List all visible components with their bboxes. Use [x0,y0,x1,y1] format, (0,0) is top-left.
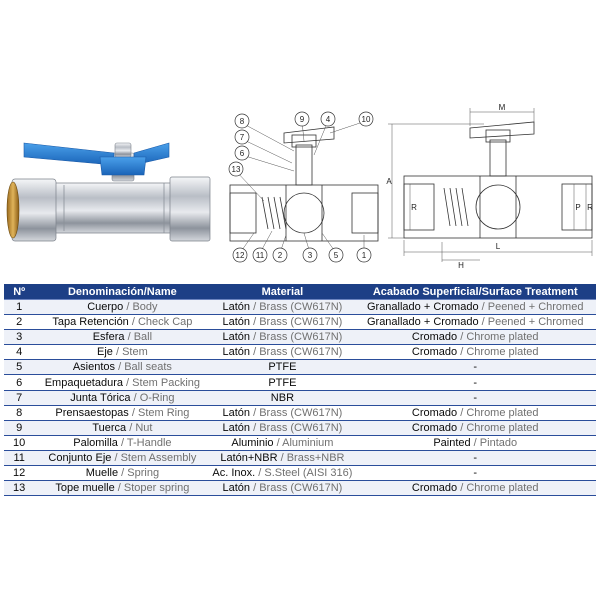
cell-finish-fin_en: Chrome plated [466,331,539,344]
parts-table [4,284,596,496]
dim-label-A: A [386,177,392,186]
table-row [4,315,596,330]
callout-5: 5 [333,251,339,260]
cell-finish-fin_es: Cromado [411,421,458,434]
cell-material [210,300,354,315]
separator: / [277,451,287,464]
separator: / [457,421,467,434]
separator: / [117,436,127,449]
cell-name [34,375,210,390]
cell-name-name_en: Spring [127,467,160,480]
section-drawing [224,105,384,265]
cell-material-mat_en: Brass (CW617N) [259,482,343,495]
callout-3: 3 [307,251,313,260]
cell-finish-fin_en: Chrome plated [466,406,539,419]
dim-label-R-left: R [411,203,417,212]
valve-photo [4,113,214,263]
callout-8: 8 [239,117,245,126]
cell-material [210,481,354,496]
callout-4: 4 [325,115,331,124]
cell-material-mat_es: PTFE [268,361,297,374]
cell-finish [354,360,596,375]
cell-name [34,405,210,420]
cell-name-name_es: Conjunto Eje [48,451,112,464]
cell-name-name_en: Stem Assembly [120,451,197,464]
cell-name [34,435,210,450]
cell-material-mat_es: PTFE [268,376,297,389]
cell-material-mat_en: Brass (CW617N) [259,421,343,434]
cell-material-mat_en: Brass (CW617N) [259,316,343,329]
callout-7: 7 [239,133,245,142]
separator: / [250,482,260,495]
cell-material [210,360,354,375]
separator: / [112,346,123,359]
dim-label-R-right: R [587,203,593,212]
cell-number-n: 10 [13,436,26,449]
cell-material [210,330,354,345]
cell-number-n: 4 [16,346,23,359]
cell-name [34,330,210,345]
cell-name-name_en: Check Cap [137,316,193,329]
cell-finish [354,450,596,465]
separator: / [457,406,467,419]
separator: / [273,436,283,449]
cell-name-name_en: Ball seats [124,361,172,374]
cell-number [4,360,34,375]
cell-finish [354,345,596,360]
cell-name-name_es: Cuerpo [87,301,124,314]
table-row [4,330,596,345]
cell-finish-fin_en: Pintado [479,436,518,449]
callout-12: 12 [235,251,245,260]
cell-name-name_es: Eje [97,346,113,359]
cell-material [210,390,354,405]
callout-9: 9 [299,115,305,124]
separator: / [478,316,488,329]
callout-13: 13 [231,165,241,174]
cell-material-mat_es: Latón [222,482,251,495]
cell-finish-fin_en: Chrome plated [466,346,539,359]
cell-finish-fin_es: Painted [433,436,471,449]
cell-material-mat_es: Latón+NBR [220,451,278,464]
callout-6: 6 [239,149,245,158]
table-header-row [4,284,596,300]
cell-finish [354,481,596,496]
separator: / [250,346,260,359]
cell-finish [354,435,596,450]
callout-11: 11 [255,251,265,260]
table-row [4,300,596,315]
cell-name-name_en: Stoper spring [123,482,190,495]
callout-1: 1 [361,251,367,260]
cell-finish-fin_en: Peened + Chromed [487,301,584,314]
cell-material [210,435,354,450]
cell-finish-fin_en: Peened + Chromed [487,316,584,329]
cell-name-name_en: Body [132,301,158,314]
table-row [4,435,596,450]
table-row [4,375,596,390]
cell-number-n: 3 [16,331,23,344]
cell-number-n: 2 [16,316,23,329]
cell-material-mat_es: Latón [222,301,251,314]
cell-number [4,450,34,465]
cell-finish [354,375,596,390]
cell-name [34,450,210,465]
cell-number [4,390,34,405]
cell-name-name_es: Prensaestopas [55,406,129,419]
cell-material-mat_en: Brass (CW617N) [259,331,343,344]
separator: / [118,467,128,480]
cell-finish-fin_es: Cromado [411,482,458,495]
cell-material-mat_es: Latón [222,331,251,344]
cell-name-name_es: Asientos [72,361,116,374]
cell-number [4,466,34,481]
cell-finish [354,315,596,330]
cell-material-mat_en: Brass (CW617N) [259,346,343,359]
cell-name [34,300,210,315]
cell-name-name_es: Esfera [92,331,125,344]
cell-material-mat_es: Aluminio [231,436,274,449]
separator: / [111,451,121,464]
cell-name [34,345,210,360]
cell-material [210,375,354,390]
cell-name-name_en: Stem [122,346,148,359]
cell-number-n: 13 [13,482,26,495]
cell-number-n: 7 [16,391,23,404]
cell-number-n: 12 [13,467,26,480]
header-number: Nº [4,284,34,300]
header-material: Material [210,284,354,300]
cell-finish-fin_en: Chrome plated [466,421,539,434]
cell-finish [354,390,596,405]
cell-name-name_en: Stem Ring [137,406,190,419]
cell-number-n: 8 [16,406,23,419]
separator: / [124,331,134,344]
cell-name-name_es: Empaquetadura [44,376,123,389]
cell-finish [354,405,596,420]
product-figure [0,95,600,275]
cell-number [4,481,34,496]
cell-number [4,345,34,360]
cell-name [34,390,210,405]
separator: / [115,361,125,374]
table-row [4,420,596,435]
cell-material-mat_en: Brass (CW617N) [259,301,343,314]
cell-finish-fin_en: Chrome plated [466,482,539,495]
cell-finish-fin_es: - [473,467,478,480]
cell-material-mat_es: NBR [270,391,295,404]
cell-material-mat_en: S.Steel (AISI 316) [264,467,353,480]
separator: / [130,391,140,404]
cell-number-n: 6 [16,376,23,389]
cell-material [210,405,354,420]
cell-name-name_en: Ball [133,331,153,344]
separator: / [123,301,133,314]
cell-material-mat_en: Brass+NBR [286,451,345,464]
separator: / [114,482,124,495]
cell-number [4,375,34,390]
table-row [4,390,596,405]
header-name: Denominación/Name [34,284,210,300]
cell-number [4,330,34,345]
cell-name-name_en: Nut [135,421,153,434]
cell-name-name_es: Tapa Retención [52,316,129,329]
cell-finish [354,466,596,481]
cell-material [210,345,354,360]
cell-number-n: 1 [16,301,23,314]
cell-finish-fin_es: - [473,376,478,389]
table-row [4,450,596,465]
separator: / [250,331,260,344]
cell-number [4,405,34,420]
dim-label-P: P [575,203,581,212]
cell-name [34,420,210,435]
cell-material-mat_es: Latón [222,406,251,419]
cell-finish [354,330,596,345]
cell-number [4,315,34,330]
separator: / [250,421,260,434]
separator: / [128,316,138,329]
dimension-drawing [384,100,596,270]
table-row [4,345,596,360]
header-surface-treatment: Acabado Superficial/Surface Treatment [354,284,596,300]
table-row [4,481,596,496]
cell-finish-fin_es: - [473,391,478,404]
cell-finish-fin_es: Cromado [411,406,458,419]
cell-material [210,466,354,481]
cell-finish [354,300,596,315]
table-row [4,405,596,420]
cell-name-name_es: Tuerca [92,421,127,434]
cell-material-mat_en: Aluminium [282,436,334,449]
separator: / [128,406,138,419]
cell-material-mat_es: Latón [222,346,251,359]
callout-2: 2 [277,251,283,260]
cell-number [4,300,34,315]
cell-name-name_en: O-Ring [139,391,175,404]
callout-10: 10 [361,115,371,124]
separator: / [250,301,260,314]
separator: / [126,421,136,434]
cell-name [34,481,210,496]
cell-name [34,315,210,330]
cell-number-n: 5 [16,361,23,374]
cell-name-name_es: Palomilla [73,436,118,449]
cell-name-name_en: Stem Packing [132,376,201,389]
cell-material-mat_en: Brass (CW617N) [259,406,343,419]
dim-label-M: M [498,103,506,112]
dim-label-L: L [495,242,501,251]
cell-name-name_es: Muelle [85,467,119,480]
cell-finish-fin_es: Granallado + Cromado [366,316,479,329]
cell-name [34,360,210,375]
cell-material-mat_es: Latón [222,421,251,434]
separator: / [457,346,467,359]
table-row [4,360,596,375]
cell-finish [354,420,596,435]
cell-finish-fin_es: - [473,361,478,374]
cell-finish-fin_es: Granallado + Cromado [366,301,479,314]
separator: / [255,467,265,480]
cell-name-name_es: Tope muelle [55,482,115,495]
cell-material-mat_es: Ac. Inox. [212,467,256,480]
separator: / [250,406,260,419]
cell-name-name_es: Junta Tórica [70,391,131,404]
separator: / [478,301,488,314]
cell-material [210,420,354,435]
cell-name [34,466,210,481]
cell-number-n: 11 [13,451,25,464]
cell-number [4,435,34,450]
cell-finish-fin_es: Cromado [411,331,458,344]
separator: / [250,316,260,329]
cell-material [210,450,354,465]
separator: / [470,436,480,449]
dim-label-H: H [458,261,464,270]
cell-material-mat_es: Latón [222,316,251,329]
table-row [4,466,596,481]
separator: / [457,482,467,495]
cell-number-n: 9 [16,421,23,434]
cell-finish-fin_es: - [473,451,478,464]
cell-finish-fin_es: Cromado [411,346,458,359]
cell-number [4,420,34,435]
separator: / [123,376,133,389]
cell-name-name_en: T-Handle [126,436,172,449]
separator: / [457,331,467,344]
cell-material [210,315,354,330]
